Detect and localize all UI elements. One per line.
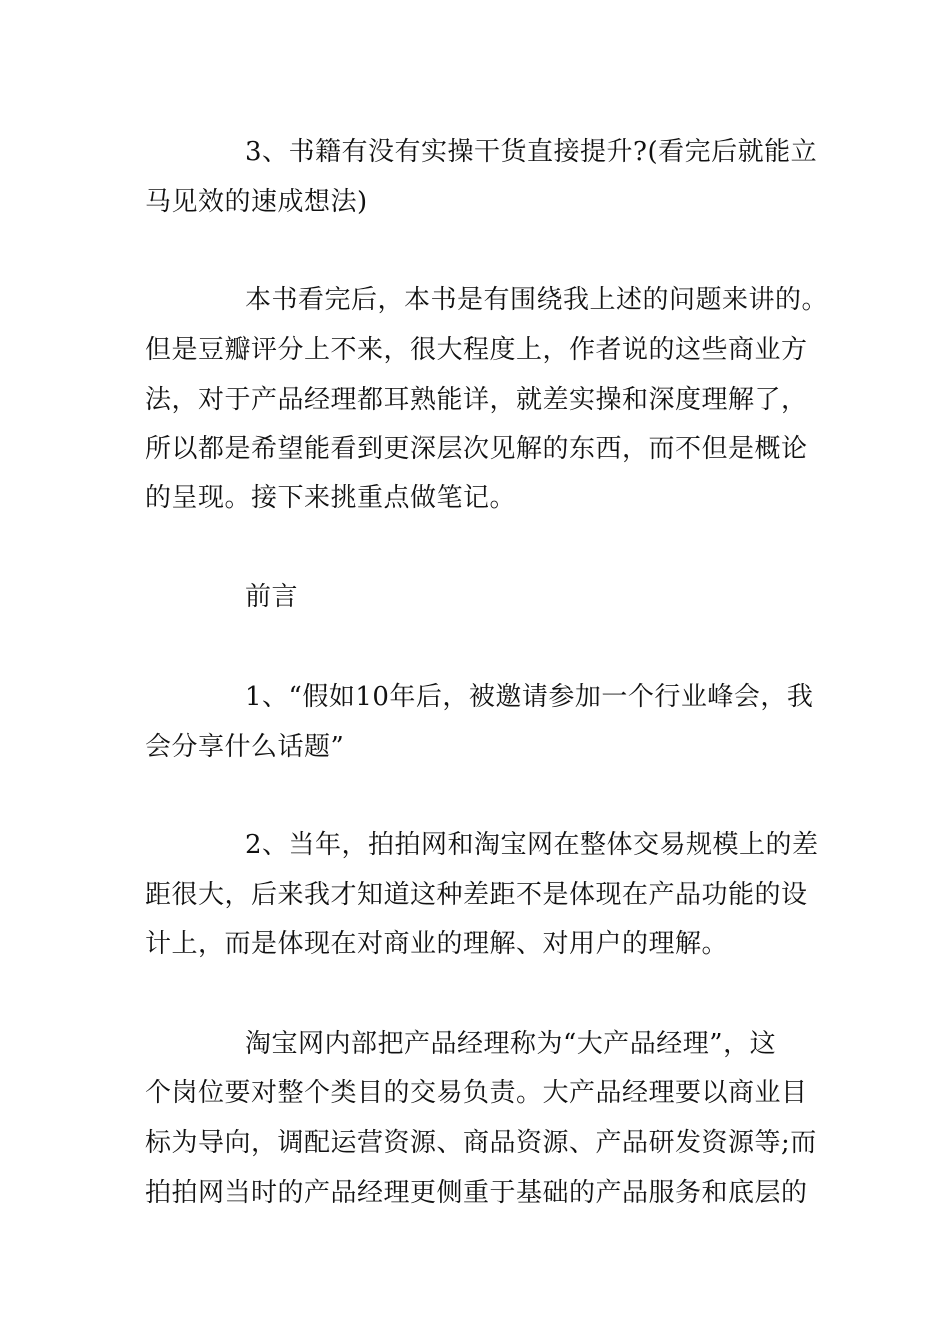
paragraph-1-line-2: 马见效的速成想法) bbox=[145, 187, 368, 217]
paragraph-4-line-1: 2、当年，拍拍网和淘宝网在整体交易规模上的差 bbox=[245, 830, 819, 860]
paragraph-2-line-5: 的呈现。接下来挑重点做笔记。 bbox=[145, 483, 517, 513]
paragraph-3-line-1: 1、“假如10年后，被邀请参加一个行业峰会，我 bbox=[245, 682, 814, 712]
paragraph-5-line-3: 标为导向，调配运营资源、商品资源、产品研发资源等;而 bbox=[145, 1128, 817, 1158]
paragraph-1-line-1: 3、书籍有没有实操干货直接提升?(看完后就能立 bbox=[245, 137, 818, 167]
paragraph-5-line-4: 拍拍网当时的产品经理更侧重于基础的产品服务和底层的 bbox=[145, 1178, 808, 1208]
paragraph-3-line-2: 会分享什么话题” bbox=[145, 732, 345, 762]
paragraph-5-line-2: 个岗位要对整个类目的交易负责。大产品经理要以商业目 bbox=[145, 1078, 808, 1108]
section-heading-preface: 前言 bbox=[245, 582, 299, 612]
paragraph-2-line-2: 但是豆瓣评分上不来，很大程度上，作者说的这些商业方 bbox=[145, 335, 808, 365]
paragraph-4-line-2: 距很大，后来我才知道这种差距不是体现在产品功能的设 bbox=[145, 880, 808, 910]
paragraph-5-line-1: 淘宝网内部把产品经理称为“大产品经理”，这 bbox=[245, 1029, 777, 1059]
paragraph-2-line-1: 本书看完后，本书是有围绕我上述的问题来讲的。 bbox=[245, 285, 829, 315]
paragraph-4-line-3: 计上，而是体现在对商业的理解、对用户的理解。 bbox=[145, 929, 729, 959]
paragraph-2-line-4: 所以都是希望能看到更深层次见解的东西，而不但是概论 bbox=[145, 434, 808, 464]
paragraph-2-line-3: 法，对于产品经理都耳熟能详，就差实操和深度理解了， bbox=[145, 385, 808, 415]
